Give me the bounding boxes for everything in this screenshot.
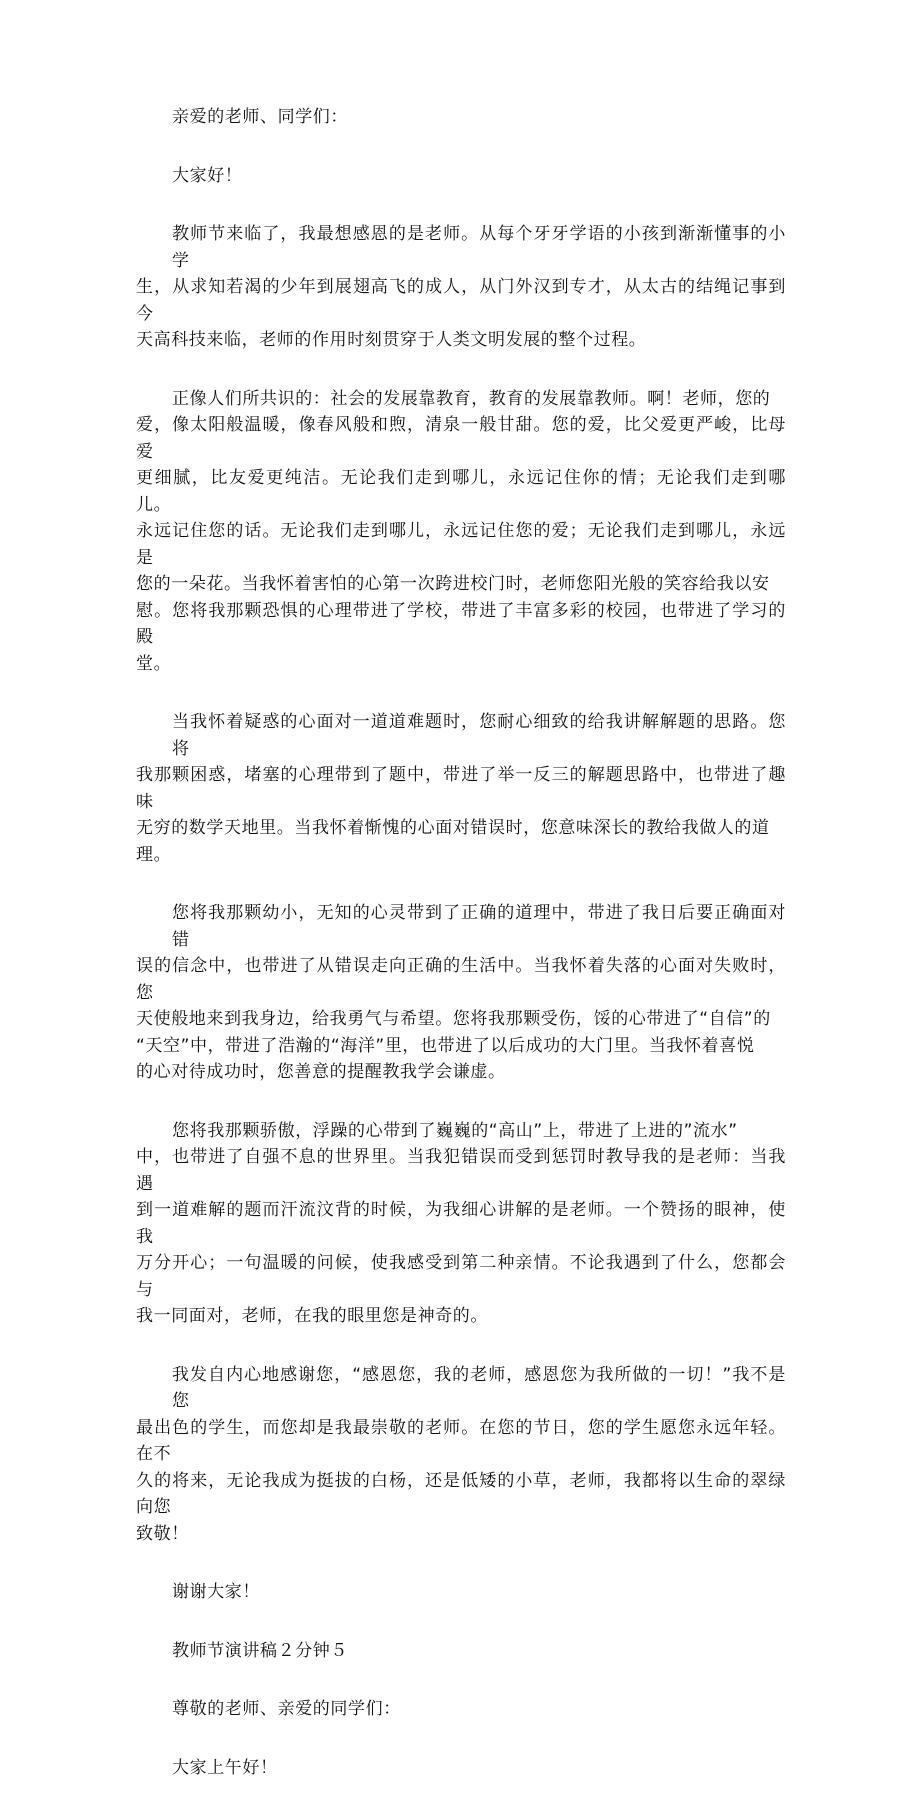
greeting-paragraph — [136, 104, 786, 131]
text-line: 慰。您将我那颗恐惧的心理带进了学校，带进了丰富多彩的校园，也带进了学习的殿 — [136, 600, 786, 647]
text-line: 谢谢大家！ — [172, 1582, 260, 1602]
text-line: 大家上午好！ — [172, 1757, 278, 1778]
text-line: 您的一朵花。当我怀着害怕的心第一次跨进校门时，老师您阳光般的笑容给我以安 — [136, 574, 770, 594]
text-line: 久的将来，无论我成为挺拔的白杨，还是低矮的小草，老师，我都将以生命的翠绿向您 — [136, 1470, 786, 1517]
body-paragraph-4 — [136, 900, 786, 1086]
body-paragraph-5 — [136, 1118, 786, 1330]
text-line: 万分开心；一句温暖的问候，使我感受到第二种亲情。不论我遇到了什么，您都会与 — [136, 1253, 786, 1300]
text-line: 亲爱的老师、同学们： — [172, 107, 348, 127]
text-line: 误的信念中，也带进了从错误走向正确的生活中。当我怀着失落的心面对失败时，您 — [136, 956, 786, 1003]
text-line: 当我怀着疑惑的心面对一道道难题时，您耐心细致的给我讲解解题的思路。您将 — [172, 712, 786, 759]
section-title — [136, 1638, 786, 1665]
text-line: 我一同面对，老师，在我的眼里您是神奇的。 — [136, 1306, 488, 1326]
text-line: 天高科技来临，老师的作用时刻贯穿于人类文明发展的整个过程。 — [136, 330, 647, 350]
text-line: 爱，像太阳般温暖，像春风般和煦，清泉一般甘甜。您的爱，比父爱更严峻，比母爱 — [136, 415, 786, 462]
text-line: “天空”中，带进了浩瀚的“海洋”里，也带进了以后成功的大门里。当我怀着喜悦 — [136, 1035, 755, 1056]
salutation-paragraph-2 — [136, 1755, 786, 1782]
body-paragraph-1 — [136, 221, 786, 354]
text-line: 天使般地来到我身边，给我勇气与希望。您将我那颗受伤，馁的心带进了“自信”的 — [136, 1009, 771, 1029]
text-line: 致敬！ — [136, 1523, 189, 1544]
text-line: 您将我那颗骄傲，浮躁的心带到了巍巍的“高山”上，带进了上进的”流水” — [172, 1120, 738, 1141]
body-paragraph-6 — [136, 1362, 786, 1548]
text-line: 我那颗困惑，堵塞的心理带到了题中，带进了举一反三的解题思路中，也带进了趣味 — [136, 765, 786, 812]
body-paragraph-2 — [136, 386, 786, 678]
text-line: 理。 — [136, 844, 172, 865]
text-line: 中，也带进了自强不息的世界里。当我犯错误而受到惩罚时教导我的是老师：当我遇 — [136, 1147, 786, 1194]
text-line: 我发自内心地感谢您，“感恩您，我的老师，感恩您为我所做的一切！”我不是您 — [172, 1364, 786, 1411]
text-line: 尊敬的老师、亲爱的同学们： — [172, 1699, 401, 1719]
text-line: 的心对待成功时，您善意的提醒教我学会谦虚。 — [136, 1062, 506, 1082]
text-line: 更细腻，比友爱更纯洁。无论我们走到哪儿，永远记住你的情；无论我们走到哪儿。 — [136, 468, 786, 515]
text-line: 您将我那颗幼小，无知的心灵带到了正确的道理中，带进了我日后要正确面对错 — [172, 903, 786, 950]
text-line: 教师节演讲稿２分钟５ — [172, 1640, 348, 1661]
text-line: 堂。 — [136, 653, 172, 674]
document-page — [136, 104, 786, 1813]
closing-paragraph — [136, 1579, 786, 1606]
text-line: 最出色的学生，而您却是我最崇敬的老师。在您的节日，您的学生愿您永远年轻。在不 — [136, 1417, 786, 1464]
text-line: 正像人们所共识的：社会的发展靠教育，教育的发展靠教师。啊！老师，您的 — [172, 388, 771, 409]
greeting-paragraph-2 — [136, 1696, 786, 1723]
text-line: 教师节来临了，我最想感恩的是老师。从每个牙牙学语的小孩到渐渐懂事的小学 — [172, 224, 786, 271]
body-paragraph-3 — [136, 709, 786, 868]
salutation-paragraph — [136, 163, 786, 190]
text-line: 永远记住您的话。无论我们走到哪儿，永远记住您的爱；无论我们走到哪儿，永远是 — [136, 521, 786, 568]
text-line: 生，从求知若渴的少年到展翅高飞的成人，从门外汉到专才，从太古的结绳记事到今 — [136, 277, 786, 324]
text-line: 无穷的数学天地里。当我怀着惭愧的心面对错误时，您意味深长的教给我做人的道 — [136, 818, 770, 838]
text-line: 大家好！ — [172, 165, 243, 186]
text-line: 到一道难解的题而汗流汶背的时候，为我细心讲解的是老师。一个赞扬的眼神，使我 — [136, 1200, 786, 1247]
